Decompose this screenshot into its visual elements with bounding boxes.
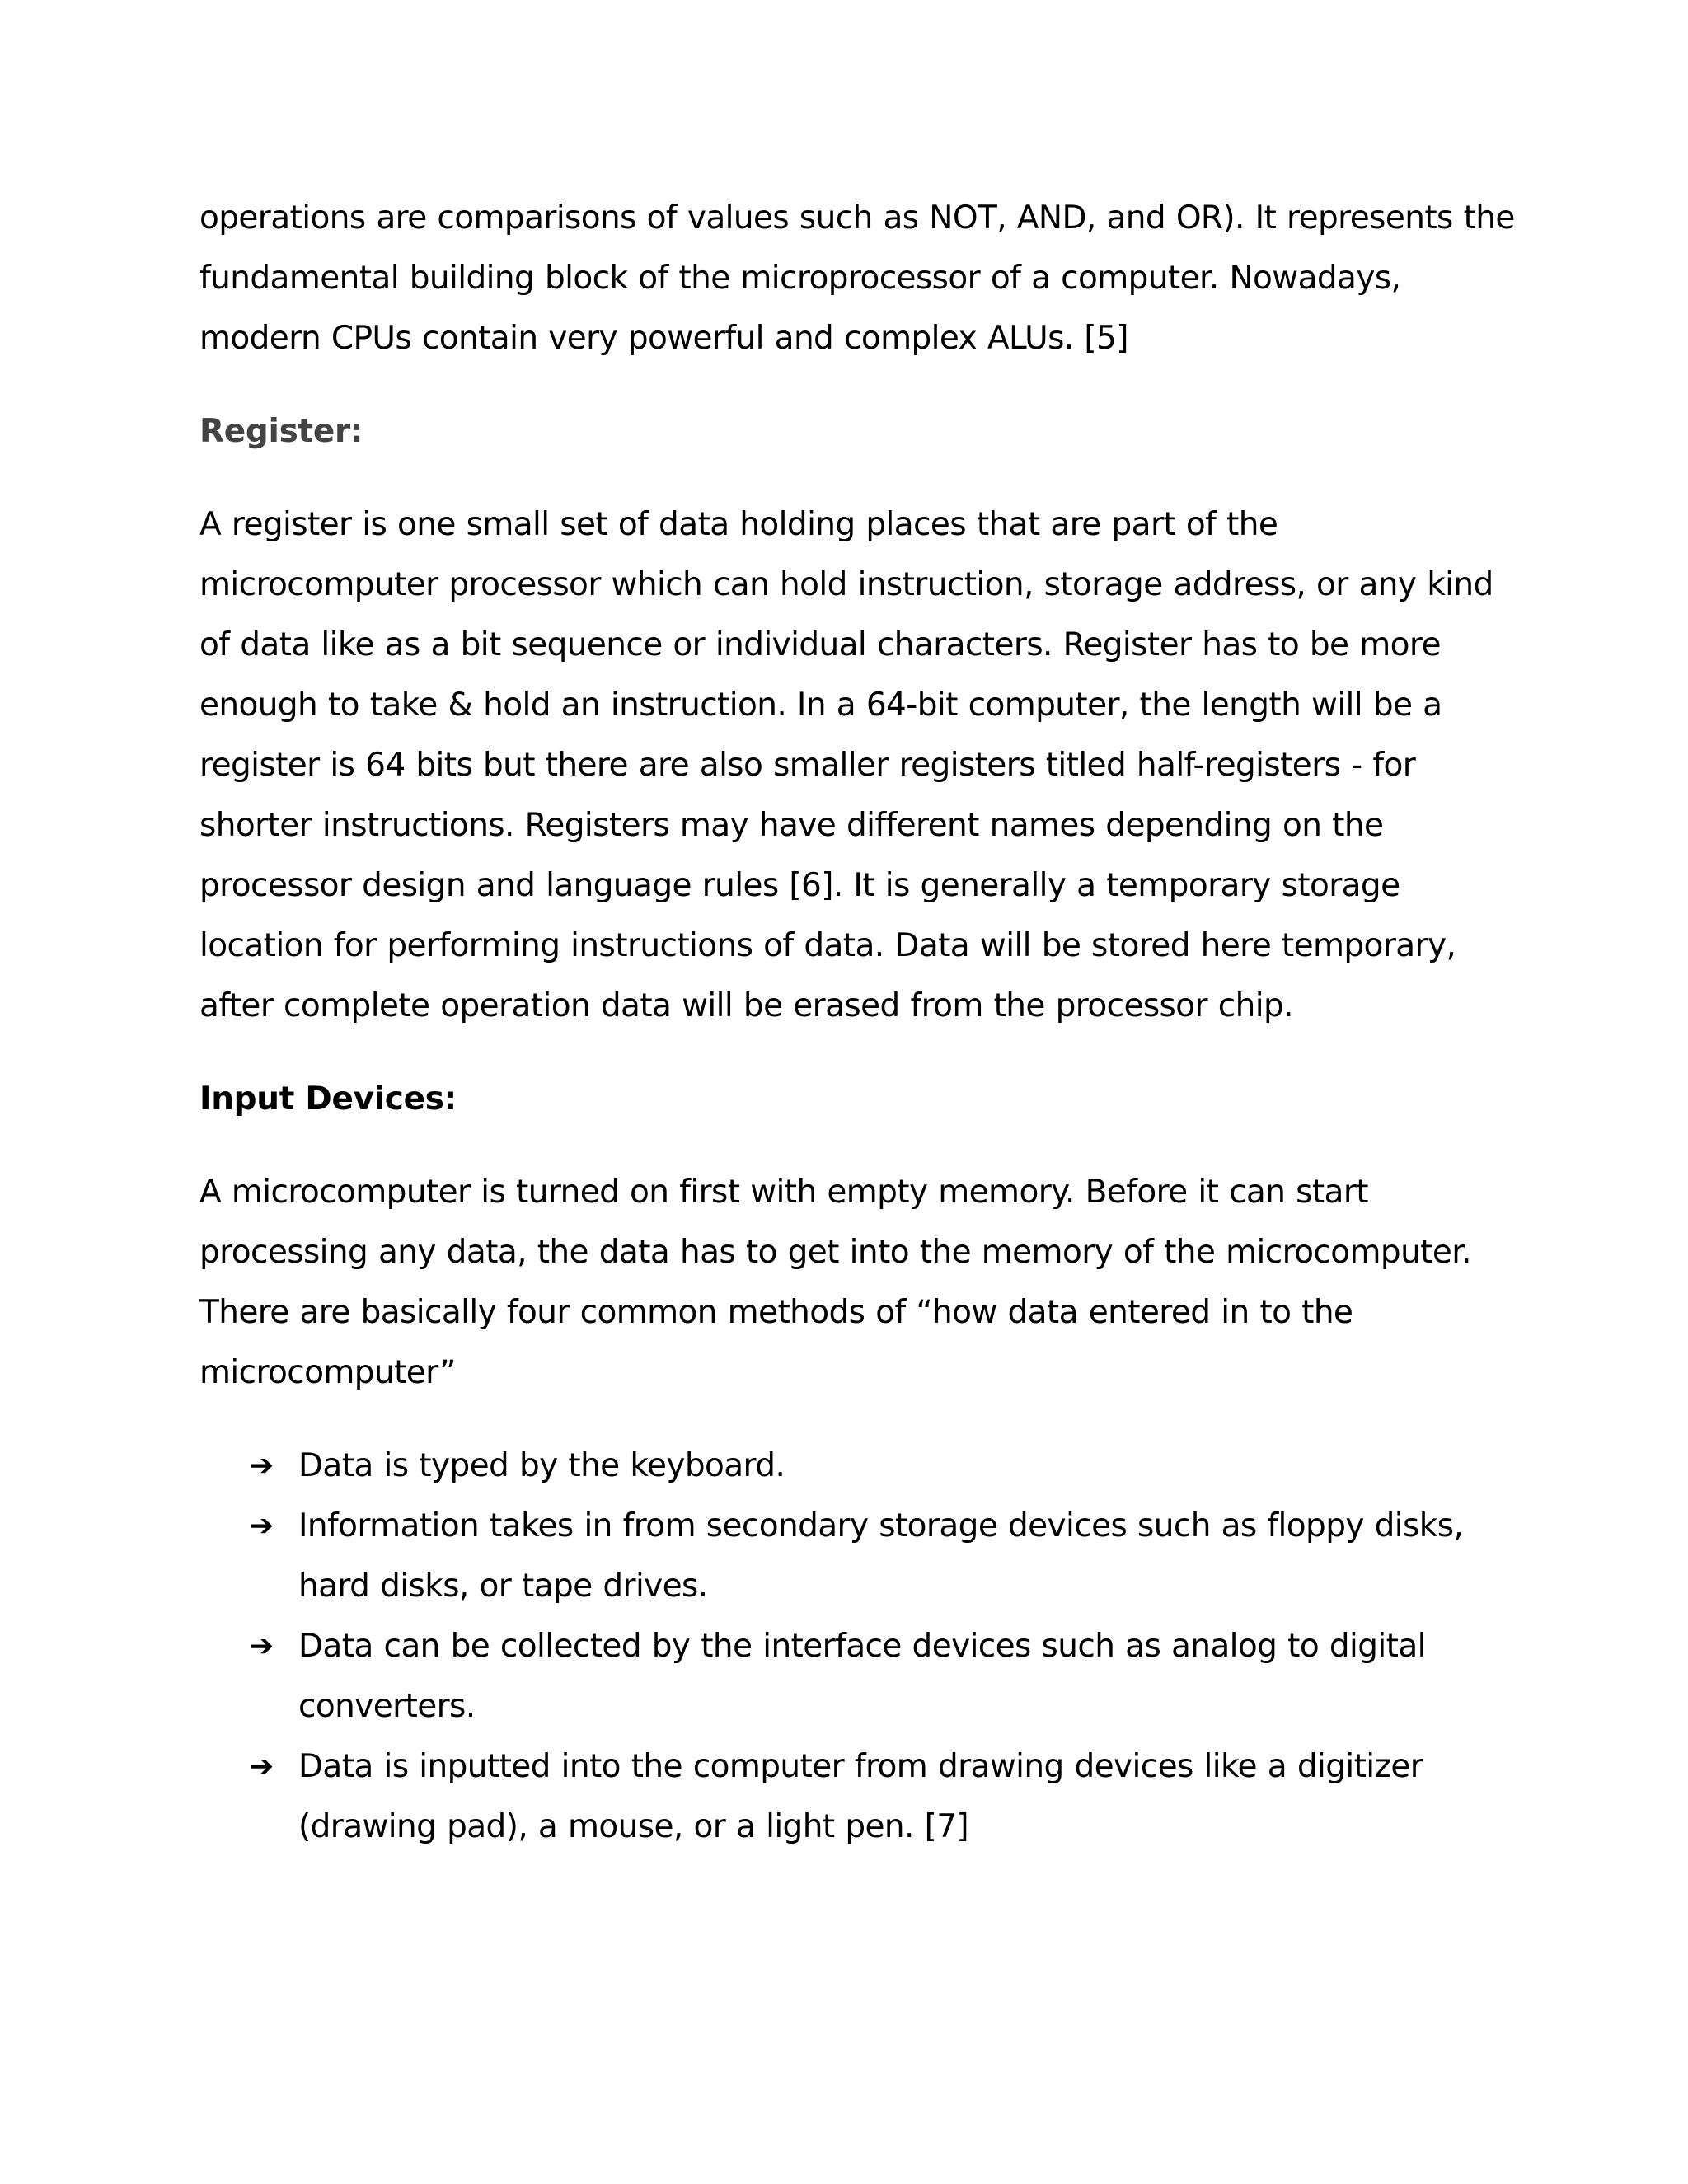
right-arrow-icon: ➔ (249, 1509, 274, 1543)
input-methods-list (199, 1436, 1518, 1857)
document-page (199, 188, 1518, 1857)
input-devices-heading: Input Devices: (199, 1080, 457, 1118)
right-arrow-icon: ➔ (249, 1750, 274, 1783)
list-item (249, 1616, 1518, 1736)
list-item-text: Data can be collected by the interface devices such as analog to digital converters. (298, 1628, 1426, 1725)
intro-paragraph: operations are comparisons of values such as NOT, AND, and OR). It represents the fundamental building block of the microprocessor of a computer. Nowadays, modern CPUs contain very powerful and complex ALUs. [5] (199, 199, 1515, 357)
register-heading: Register: (199, 413, 363, 450)
list-item (249, 1736, 1518, 1857)
register-paragraph: A register is one small set of data holding places that are part of the microcomputer processor which can hold instruction, storage address, or any kind of data like as a bit sequence or individual characters. Register has to be more enough to take & hold an instruction. In a 64-bit computer, the length will be a register is 64 bits but there are also smaller registers titled half-registers - for shorter instructions. Registers may have different names depending on the processor design and language rules [6]. It is generally a temporary storage location for performing instructions of data. Data will be stored here temporary, after complete operation data will be erased from the processor chip. (199, 506, 1493, 1024)
input-devices-paragraph: A microcomputer is turned on first with empty memory. Before it can start processing any data, the data has to get into the memory of the microcomputer. There are basically four common methods of “how data entered in to the microcomputer” (199, 1174, 1471, 1391)
right-arrow-icon: ➔ (249, 1629, 274, 1663)
list-item-text: Data is inputted into the computer from drawing devices like a digitizer (drawing pad), a mouse, or a light pen. [7] (298, 1748, 1423, 1845)
list-item (249, 1436, 1518, 1496)
list-item-text: Data is typed by the keyboard. (298, 1447, 785, 1484)
list-item-text: Information takes in from secondary storage devices such as floppy disks, hard disks, or tape drives. (298, 1507, 1464, 1605)
list-item (249, 1496, 1518, 1616)
right-arrow-icon: ➔ (249, 1449, 274, 1483)
